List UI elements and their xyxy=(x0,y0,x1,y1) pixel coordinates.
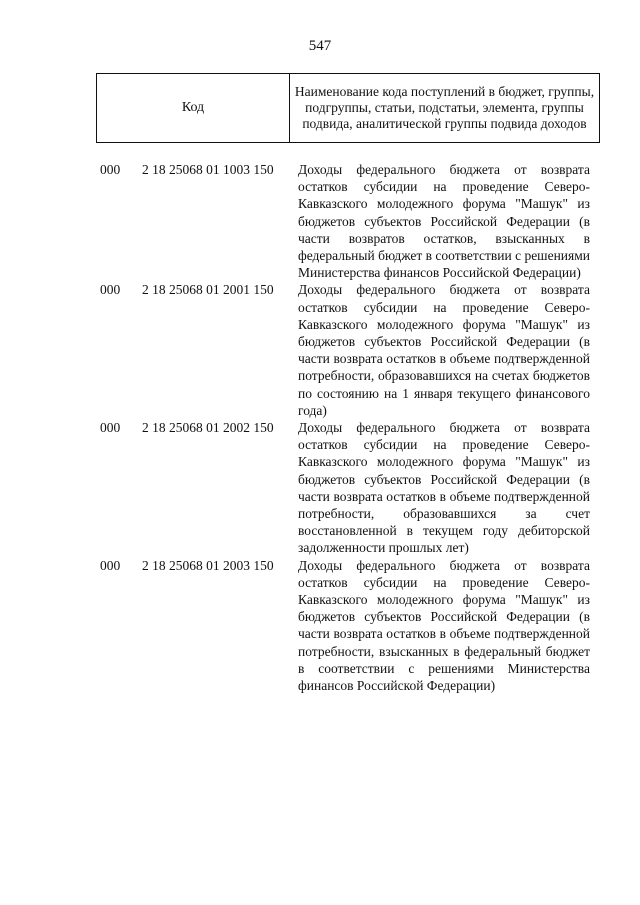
admin-code: 000 xyxy=(100,162,121,177)
table-row xyxy=(0,281,640,419)
table-row xyxy=(0,557,640,695)
page-number: 547 xyxy=(308,38,332,54)
row-description: Доходы федерального бюджета от возврата остатков субсидии на проведение Северо-Кавказского молодежного форума "Машук" из бюджетов субъектов Российской Федерации (в части возврата остатков в объеме подтвержденной потребности, взысканных в федеральный бюджет в соответствии с решениями Министерства финансов Российской Федерации) xyxy=(298,557,590,694)
table-body xyxy=(0,161,640,694)
classification-code: 2 18 25068 01 2001 150 xyxy=(142,282,274,298)
row-description: Доходы федерального бюджета от возврата остатков субсидии на проведение Северо-Кавказского молодежного форума "Машук" из бюджетов субъектов Российской Федерации (в части возврата остатков в объеме подтвержденной потребности, образовавшихся на счетах бюджетов по состоянию на 1 января текущего финансового года) xyxy=(298,282,590,418)
classification-code: 2 18 25068 01 1003 150 xyxy=(142,162,274,177)
admin-code: 000 xyxy=(100,557,121,573)
admin-code: 000 xyxy=(100,420,121,436)
classification-code: 2 18 25068 01 2003 150 xyxy=(142,557,274,573)
table-row xyxy=(0,419,640,557)
admin-code: 000 xyxy=(100,282,121,298)
header-code-cell: Код xyxy=(97,74,290,142)
classification-code: 2 18 25068 01 2002 150 xyxy=(142,420,274,436)
header-name-cell: Наименование кода поступлений в бюджет, группы, подгруппы, статьи, подстатьи, элемента, группы подвида, аналитической группы подвида доходов xyxy=(294,84,595,131)
row-description: Доходы федерального бюджета от возврата остатков субсидии на проведение Северо-Кавказского молодежного форума "Машук" из бюджетов субъектов Российской Федерации (в части возврата остатков в объеме подтвержденной потребности, образовавшихся за счет восстановленной в текущем году дебиторской задолженности прошлых лет) xyxy=(298,420,590,556)
row-description: Доходы федерального бюджета от возврата остатков субсидии на проведение Северо-Кавказского молодежного форума "Машук" из бюджетов субъектов Российской Федерации (в части возвратов остатков, взысканных в федеральный бюджет в соответствии с решениями Министерства финансов Российской Федерации) xyxy=(298,162,590,281)
table-row xyxy=(0,161,640,281)
table-header xyxy=(96,73,600,143)
